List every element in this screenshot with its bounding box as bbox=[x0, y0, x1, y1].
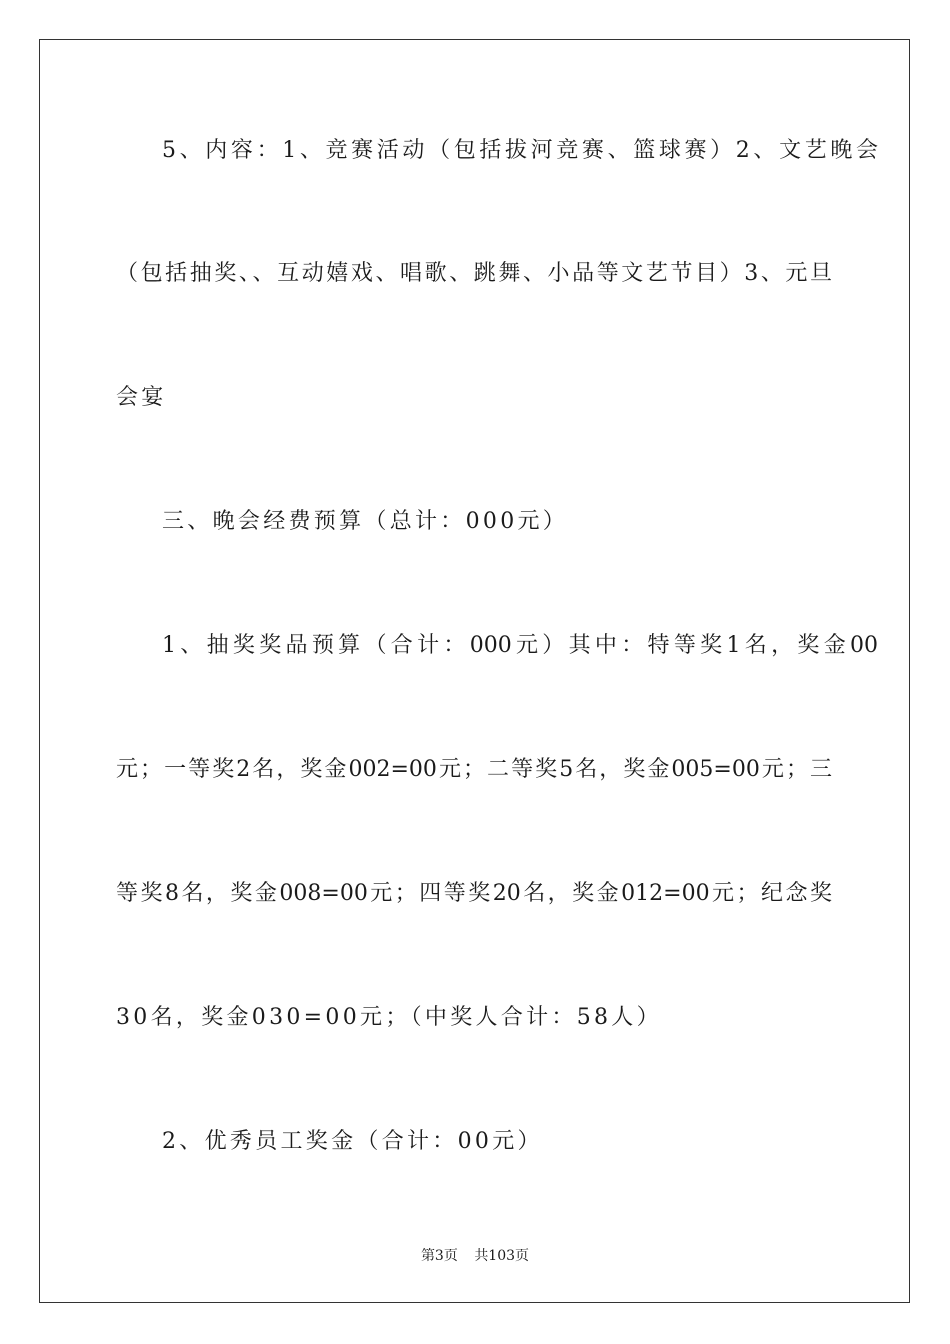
paragraph-line-1: 5、内容：1、竞赛活动（包括拔河竞赛、篮球赛）2、文艺晚会 bbox=[162, 138, 878, 163]
paragraph-line-6: 元；一等奖2名，奖金002=00元；二等奖5名，奖金005=00元；三 bbox=[116, 757, 832, 782]
paragraph-line-8: 30名，奖金030=00元；（中奖人合计：58人） bbox=[116, 1005, 662, 1030]
paragraph-line-2: （包括抽奖、、互动嬉戏、唱歌、跳舞、小品等文艺节目）3、元旦 bbox=[116, 261, 832, 286]
page-border bbox=[39, 39, 910, 1303]
section-heading-budget: 三、晚会经费预算（总计：000元） bbox=[162, 509, 569, 534]
paragraph-line-3: 会宴 bbox=[116, 385, 167, 410]
paragraph-line-5: 1、抽奖奖品预算（合计：000元）其中：特等奖1名，奖金00 bbox=[162, 633, 878, 658]
page-number: 第3页 bbox=[420, 1248, 458, 1264]
page-footer bbox=[0, 1246, 950, 1266]
page-total: 共103页 bbox=[474, 1248, 530, 1264]
paragraph-line-9: 2、优秀员工奖金（合计：00元） bbox=[162, 1129, 543, 1154]
paragraph-line-7: 等奖8名，奖金008=00元；四等奖20名，奖金012=00元；纪念奖 bbox=[116, 881, 832, 906]
